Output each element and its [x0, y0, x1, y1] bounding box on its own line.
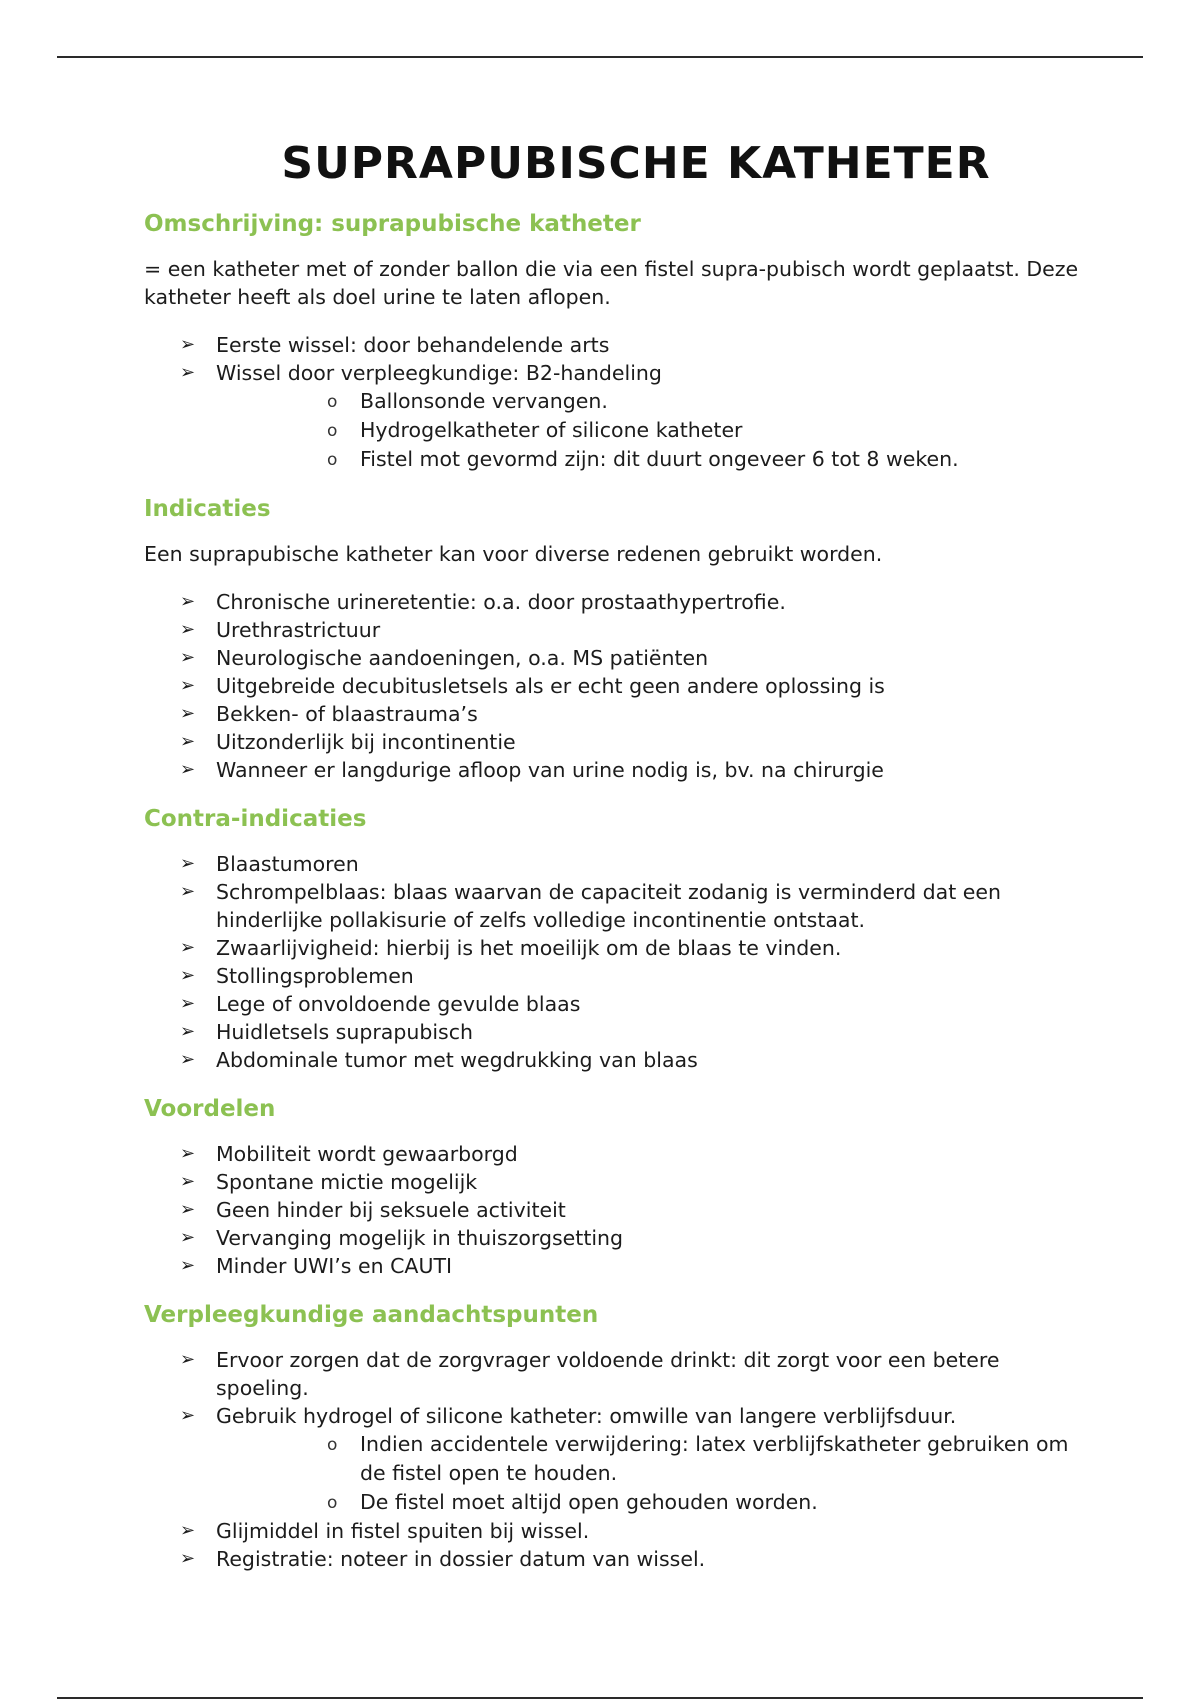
list-item: ➢ Urethrastrictuur — [144, 616, 1084, 644]
list-item: ➢ Spontane mictie mogelijk — [144, 1168, 1084, 1196]
omschrijving-list — [144, 331, 1084, 474]
list-item: ➢ Chronische urineretentie: o.a. door prostaathypertrofie. — [144, 588, 1084, 616]
list-item — [144, 1402, 1084, 1517]
header-rule — [57, 56, 1143, 58]
list-item: ➢ Uitzonderlijk bij incontinentie — [144, 728, 1084, 756]
list-item: ➢ Schrompelblaas: blaas waarvan de capaciteit zodanig is verminderd dat een hinderlijke pollakisurie of zelfs volledige incontinentie ontstaat. — [144, 878, 1084, 934]
sub-list — [216, 1430, 1084, 1517]
aandachtspunten-list — [144, 1346, 1084, 1573]
list-item: ➢ Vervanging mogelijk in thuiszorgsetting — [144, 1224, 1084, 1252]
omschrijving-text: = een katheter met of zonder ballon die via een fistel supra-pubisch wordt geplaatst. Deze katheter heeft als doel urine te laten aflopen. — [144, 257, 1079, 309]
list-item: ➢ Huidletsels suprapubisch — [144, 1018, 1084, 1046]
sub-list-item: o Fistel mot gevormd zijn: dit duurt ongeveer 6 tot 8 weken. — [216, 445, 1084, 474]
voordelen-list — [144, 1140, 1084, 1280]
sub-list-item: o Ballonsonde vervangen. — [216, 387, 1084, 416]
sub-list-item: o Hydrogelkatheter of silicone katheter — [216, 416, 1084, 445]
list-item: ➢ Blaastumoren — [144, 850, 1084, 878]
footer-rule — [57, 1697, 1143, 1699]
list-item: ➢ Bekken- of blaastrauma’s — [144, 700, 1084, 728]
sub-list-item: o Indien accidentele verwijdering: latex verblijfskatheter gebruiken om de fistel open te houden. — [216, 1430, 1084, 1488]
indicaties-text: Een suprapubische katheter kan voor diverse redenen gebruikt worden. — [144, 542, 883, 566]
heading-aandachtspunten: Verpleegkundige aandachtspunten — [144, 1302, 599, 1328]
list-item: ➢ Geen hinder bij seksuele activiteit — [144, 1196, 1084, 1224]
contra-indicaties-list — [144, 850, 1084, 1074]
list-item: ➢ Glijmiddel in fistel spuiten bij wissel. — [144, 1517, 1084, 1545]
list-item: ➢ Wanneer er langdurige afloop van urine nodig is, bv. na chirurgie — [144, 756, 1084, 784]
indicaties-list — [144, 588, 1084, 784]
list-item: ➢ Uitgebreide decubitusletsels als er echt geen andere oplossing is — [144, 672, 1084, 700]
list-item-text: Wissel door verpleegkundige: B2-handeling — [216, 361, 662, 385]
sub-list — [216, 387, 1084, 474]
list-item: ➢ Zwaarlijvigheid: hierbij is het moeilijk om de blaas te vinden. — [144, 934, 1084, 962]
list-item: ➢ Registratie: noteer in dossier datum van wissel. — [144, 1545, 1084, 1573]
list-item: ➢ Neurologische aandoeningen, o.a. MS patiënten — [144, 644, 1084, 672]
list-item: ➢ Mobiliteit wordt gewaarborgd — [144, 1140, 1084, 1168]
document-body — [144, 138, 1084, 1595]
list-item: ➢ Abdominale tumor met wegdrukking van blaas — [144, 1046, 1084, 1074]
heading-contra-indicaties: Contra-indicaties — [144, 806, 367, 832]
list-item: ➢ Lege of onvoldoende gevulde blaas — [144, 990, 1084, 1018]
list-item: ➢ Eerste wissel: door behandelende arts — [144, 331, 1084, 359]
list-item-text: Gebruik hydrogel of silicone katheter: omwille van langere verblijfsduur. — [216, 1404, 957, 1428]
list-item: ➢ Stollingsproblemen — [144, 962, 1084, 990]
heading-voordelen: Voordelen — [144, 1096, 276, 1122]
heading-indicaties: Indicaties — [144, 496, 271, 522]
list-item — [144, 359, 1084, 474]
sub-list-item: o De fistel moet altijd open gehouden worden. — [216, 1488, 1084, 1517]
list-item: ➢ Ervoor zorgen dat de zorgvrager voldoende drinkt: dit zorgt voor een betere spoeling. — [144, 1346, 1084, 1402]
page-title: SUPRAPUBISCHE KATHETER — [281, 138, 991, 189]
list-item: ➢ Minder UWI’s en CAUTI — [144, 1252, 1084, 1280]
heading-omschrijving: Omschrijving: suprapubische katheter — [144, 211, 641, 237]
